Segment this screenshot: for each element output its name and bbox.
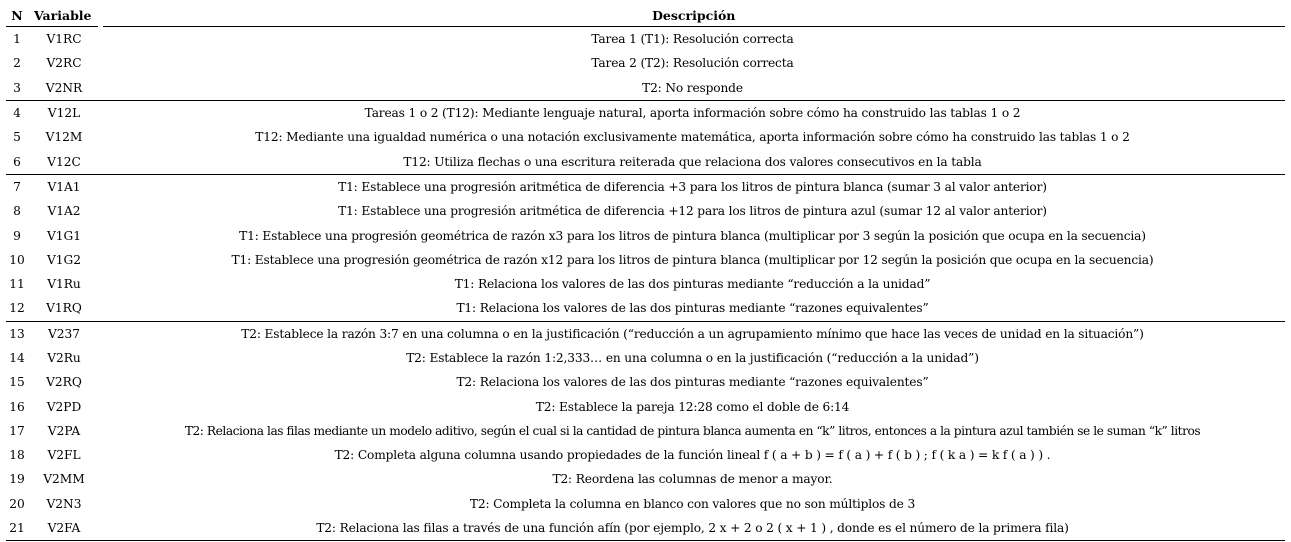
row-n: 18 xyxy=(9,448,25,463)
row-n: 21 xyxy=(6,516,28,541)
variables-table xyxy=(6,4,1285,541)
row-descripcion: T1: Establece una progresión aritmética de diferencia +12 para los litros de pintura azul (sumar 12 al valor anterior) xyxy=(338,204,1047,219)
row-descripcion: T2: Relaciona las filas mediante un modelo aditivo, según el cual si la cantidad de pintura blanca aumenta en “k” litros, entonces a la pintura azul también se le suman “k” litros xyxy=(184,423,1201,438)
row-variable: V1G2 xyxy=(46,252,82,267)
row-descripcion: T2: Establece la razón 3:7 en una columna o en la justificación (“reducción a un agrupamiento mínimo que hace las veces de unidad en la situación”) xyxy=(241,326,1144,341)
table-row xyxy=(6,492,1285,516)
row-descripcion: T1: Establece una progresión geométrica de razón x3 para los litros de pintura blanca (multiplicar por 3 según la posición que ocupa en la secuencia) xyxy=(239,228,1146,243)
row-n: 10 xyxy=(9,252,25,267)
row-descripcion: T2: Reordena las columnas de menor a mayor. xyxy=(552,472,833,487)
row-descripcion: T2: Establece la razón 1:2,333… en una columna o en la justificación (“reducción a la unidad”) xyxy=(406,351,979,365)
row-descripcion: T1: Relaciona los valores de las dos pinturas mediante “razones equivalentes” xyxy=(100,296,1285,321)
row-descripcion: T2: Completa alguna columna usando propiedades de la función lineal f ( a + b ) = f ( a ) + f ( b ) ; f ( k a ) = k f ( a ) ) . xyxy=(334,448,1051,463)
table-row xyxy=(6,272,1285,296)
row-variable: V2Ru xyxy=(47,351,81,365)
row-variable: V2RC xyxy=(46,56,82,71)
row-variable: V12C xyxy=(28,149,100,174)
row-n: 17 xyxy=(9,423,25,438)
row-n: 15 xyxy=(9,375,25,390)
row-descripcion: T12: Utiliza flechas o una escritura reiterada que relaciona dos valores consecutivos en la tabla xyxy=(100,149,1285,174)
table-row xyxy=(6,248,1285,272)
table-row xyxy=(6,443,1285,467)
row-n: 4 xyxy=(13,106,21,121)
row-variable: V1RQ xyxy=(28,296,100,321)
table-row xyxy=(6,370,1285,394)
row-variable: V2FA xyxy=(28,516,100,541)
row-variable: V1A1 xyxy=(47,179,81,194)
row-n: 11 xyxy=(9,277,25,292)
table-row xyxy=(6,419,1285,443)
table-row xyxy=(6,51,1285,75)
row-descripcion: T2: Completa la columna en blanco con valores que no son múltiplos de 3 xyxy=(469,496,916,511)
row-variable: V1G1 xyxy=(46,228,82,243)
table-row xyxy=(6,199,1285,223)
row-n: 7 xyxy=(13,179,21,194)
row-n: 13 xyxy=(9,326,25,341)
row-n: 5 xyxy=(13,130,21,145)
row-variable: V1A2 xyxy=(47,204,81,219)
row-variable: V2MM xyxy=(43,472,85,487)
table-row xyxy=(6,346,1285,370)
header-row xyxy=(6,4,1285,27)
row-variable: V1Ru xyxy=(47,277,81,292)
table-row xyxy=(6,516,1285,541)
row-n: 6 xyxy=(6,149,28,174)
row-variable: V12L xyxy=(47,106,81,121)
row-variable: V2PD xyxy=(46,399,82,414)
table-row xyxy=(6,100,1285,125)
row-descripcion: T2: Establece la pareja 12:28 como el doble de 6:14 xyxy=(535,399,850,414)
table-row xyxy=(6,76,1285,101)
row-variable: V237 xyxy=(47,326,81,341)
header-variable: Variable xyxy=(28,4,100,27)
row-variable: V2FL xyxy=(47,448,81,463)
table-row xyxy=(6,223,1285,247)
row-descripcion: T2: Relaciona los valores de las dos pinturas mediante “razones equivalentes” xyxy=(456,375,929,390)
table-row xyxy=(6,467,1285,491)
row-n: 20 xyxy=(9,496,25,511)
row-variable: V2RQ xyxy=(46,375,82,390)
row-n: 8 xyxy=(13,204,21,219)
row-descripcion: Tarea 1 (T1): Resolución correcta xyxy=(591,32,794,47)
row-descripcion: T1: Relaciona los valores de las dos pinturas mediante “reducción a la unidad” xyxy=(454,277,931,292)
row-descripcion: T12: Mediante una igualdad numérica o una notación exclusivamente matemática, aporta información sobre cómo ha construido las tablas 1 o 2 xyxy=(255,130,1130,145)
row-descripcion: T1: Establece una progresión geométrica de razón x12 para los litros de pintura blanca (multiplicar por 12 según la posición que ocupa en la secuencia) xyxy=(231,252,1154,267)
row-n: 14 xyxy=(9,351,25,365)
row-n: 1 xyxy=(13,32,21,47)
row-n: 16 xyxy=(9,399,25,414)
row-n: 9 xyxy=(13,228,21,243)
table-row xyxy=(6,296,1285,321)
table-row xyxy=(6,125,1285,149)
table-row xyxy=(6,174,1285,199)
row-variable: V1RC xyxy=(46,32,82,47)
table-row xyxy=(6,27,1285,52)
row-variable: V2N3 xyxy=(46,496,82,511)
row-n: 3 xyxy=(6,76,28,101)
table-row xyxy=(6,321,1285,346)
row-descripcion: T2: Relaciona las filas a través de una función afín (por ejemplo, 2 x + 2 o 2 ( x + 1 ) , donde es el número de la primera fila) xyxy=(100,516,1285,541)
variables-table-container xyxy=(6,4,1285,541)
row-variable: V12M xyxy=(45,130,83,145)
row-descripcion: Tarea 2 (T2): Resolución correcta xyxy=(591,56,794,71)
row-descripcion: T2: No responde xyxy=(100,76,1285,101)
header-descripcion: Descripción xyxy=(100,4,1285,27)
row-variable: V2NR xyxy=(28,76,100,101)
row-n: 19 xyxy=(9,472,25,487)
header-n: N xyxy=(6,4,28,27)
row-descripcion: Tareas 1 o 2 (T12): Mediante lenguaje natural, aporta información sobre cómo ha construido las tablas 1 o 2 xyxy=(364,106,1021,121)
table-row xyxy=(6,149,1285,174)
row-descripcion: T1: Establece una progresión aritmética de diferencia +3 para los litros de pintura blanca (sumar 3 al valor anterior) xyxy=(338,179,1047,194)
row-n: 12 xyxy=(6,296,28,321)
row-variable: V2PA xyxy=(47,423,81,438)
row-n: 2 xyxy=(13,56,21,71)
table-row xyxy=(6,394,1285,418)
